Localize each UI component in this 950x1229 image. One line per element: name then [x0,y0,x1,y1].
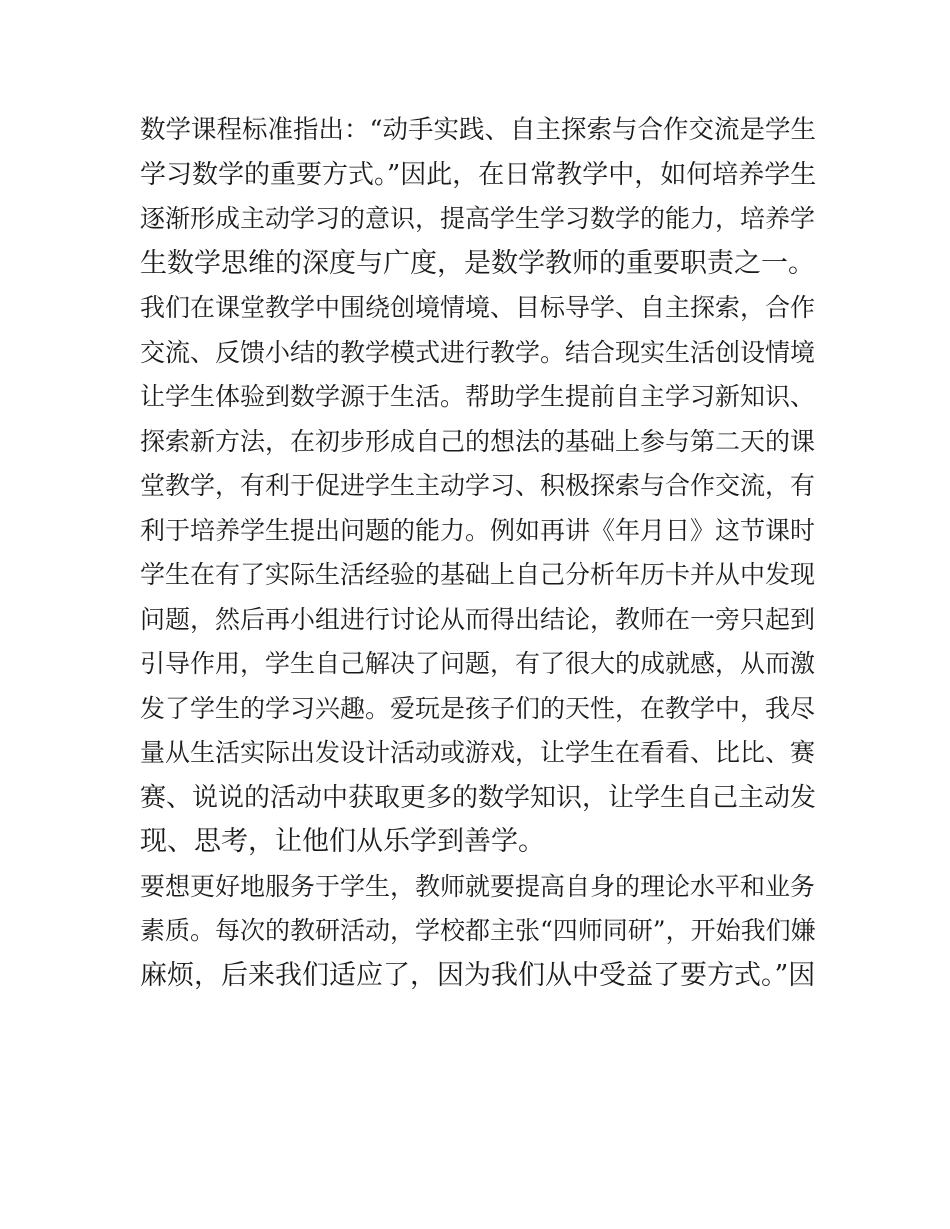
text-line: 生数学思维的深度与广度，是数学教师的重要职责之一。 [140,247,815,279]
text-line: 学习数学的重要方式。”因此，在日常教学中，如何培养学生 [140,159,817,190]
text-line: 发了学生的学习兴趣。爱玩是孩子们的天性，在教学中，我尽 [140,693,816,723]
text-line: 探索新方法，在初步形成自己的想法的基础上参与第二天的课 [140,426,816,456]
text-line: 素质。每次的教研活动，学校都主张“四师同研”，开始我们嫌 [140,916,816,945]
text-line: 交流、反馈小结的教学模式进行教学。结合现实生活创设情境 [140,337,816,367]
text-line: 数学课程标准指出：“动手实践、自主探索与合作交流是学生 [140,115,817,145]
text-line: 学生在有了实际生活经验的基础上自己分析年历卡并从中发现 [140,560,816,589]
text-line: 现、思考，让他们从乐学到善学。 [140,826,545,857]
text-line: 赛、说说的活动中获取更多的数学知识，让学生自己主动发 [140,782,817,813]
text-line: 我们在课堂教学中围绕创境情境、目标导学、自主探索，合作 [140,293,816,322]
text-line: 要想更好地服务于学生，教师就要提高自身的理论水平和业务 [140,871,816,901]
text-line: 让学生体验到数学源于生活。帮助学生提前自主学习新知识、 [140,382,816,411]
text-line: 利于培养学生提出问题的能力。例如再讲《年月日》这节课时 [140,515,816,545]
body-text [140,108,820,998]
text-line: 麻烦，后来我们适应了，因为我们从中受益了要方式。”因 [140,959,816,991]
text-line: 引导作用，学生自己解决了问题，有了很大的成就感，从而激 [140,649,816,678]
text-line: 量从生活实际出发设计活动或游戏，让学生在看看、比比、赛 [140,738,816,767]
text-line: 问题，然后再小组进行讨论从而得出结论，教师在一旁只起到 [140,604,816,634]
text-line: 逐渐形成主动学习的意识，提高学生学习数学的能力，培养学 [140,204,816,233]
text-line: 堂教学，有利于促进学生主动学习、积极探索与合作交流，有 [140,471,816,500]
